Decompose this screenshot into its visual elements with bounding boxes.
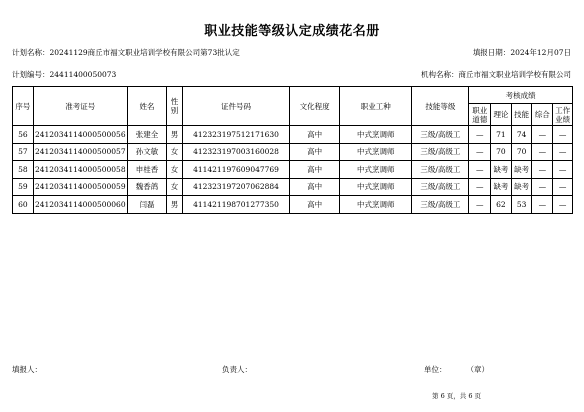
header-work: 工作业绩 [553, 104, 573, 126]
leader-label: 负责人： [222, 365, 252, 374]
cell-overall: — [532, 143, 553, 161]
plan-no-value: 24411400050073 [49, 70, 117, 79]
cell-gender: 男 [167, 126, 183, 144]
cell-seq: 57 [13, 143, 34, 161]
cell-gender: 男 [167, 196, 183, 214]
cell-overall: — [532, 161, 553, 179]
cell-id-no: 411421198701277350 [182, 196, 290, 214]
unit-label: 单位： [424, 365, 447, 374]
header-gender: 性别 [167, 87, 183, 126]
header-scores: 考核成绩 [469, 87, 573, 104]
cell-exam-no: 2412034114000500057 [33, 143, 127, 161]
cell-job: 中式烹调师 [340, 178, 412, 196]
cell-skill: 70 [511, 143, 532, 161]
plan-name-label: 计划名称： [12, 48, 50, 57]
cell-exam-no: 2412034114000500059 [33, 178, 127, 196]
cell-overall: — [532, 178, 553, 196]
table-row [13, 196, 573, 214]
table-row [13, 143, 573, 161]
plan-name-line [12, 47, 240, 58]
table-row [13, 126, 573, 144]
plan-no-label: 计划编号： [12, 70, 50, 79]
header-ethics: 职业道德 [469, 104, 491, 126]
cell-level: 三级/高级工 [412, 178, 469, 196]
cell-name: 张建全 [127, 126, 166, 144]
header-job: 职业工种 [340, 87, 412, 126]
cell-theory: 缺考 [491, 161, 512, 179]
cell-work: — [553, 161, 573, 179]
cell-job: 中式烹调师 [340, 196, 412, 214]
cell-seq: 60 [13, 196, 34, 214]
cell-theory: 70 [491, 143, 512, 161]
cell-ethics: — [469, 178, 491, 196]
cell-job: 中式烹调师 [340, 161, 412, 179]
cell-job: 中式烹调师 [340, 126, 412, 144]
cell-seq: 58 [13, 161, 34, 179]
cell-exam-no: 2412034114000500056 [33, 126, 127, 144]
cell-education: 高中 [290, 126, 340, 144]
cell-theory: 71 [491, 126, 512, 144]
roster-title: 职业技能等级认定成绩花名册 [204, 24, 380, 39]
cell-ethics: — [469, 161, 491, 179]
cell-name: 孙文敏 [127, 143, 166, 161]
cell-job: 中式烹调师 [340, 143, 412, 161]
cell-name: 申桂香 [127, 161, 166, 179]
cell-name: 闫磊 [127, 196, 166, 214]
header-exam-no: 准考证号 [33, 87, 127, 126]
cell-exam-no: 2412034114000500060 [33, 196, 127, 214]
cell-level: 三级/高级工 [412, 143, 469, 161]
cell-theory: 缺考 [491, 178, 512, 196]
cell-ethics: — [469, 196, 491, 214]
org-value: 商丘市福文职业培训学校有限公司 [458, 70, 571, 79]
header-seq: 序号 [13, 87, 34, 126]
table-row [13, 161, 573, 179]
cell-id-no: 412323197512171630 [182, 126, 290, 144]
cell-work: — [553, 126, 573, 144]
cell-skill: 74 [511, 126, 532, 144]
header-level: 技能等级 [412, 87, 469, 126]
cell-id-no: 412323197003160028 [182, 143, 290, 161]
header-theory: 理论 [491, 104, 512, 126]
table-row [13, 178, 573, 196]
cell-gender: 女 [167, 161, 183, 179]
cell-name: 魏香鸽 [127, 178, 166, 196]
cell-skill: 53 [511, 196, 532, 214]
cell-skill: 缺考 [511, 178, 532, 196]
header-skill: 技能 [511, 104, 532, 126]
cell-seq: 59 [13, 178, 34, 196]
cell-education: 高中 [290, 196, 340, 214]
fill-date-value: 2024年12月07日 [510, 48, 571, 57]
cell-skill: 缺考 [511, 161, 532, 179]
cell-id-no: 412323197207062884 [182, 178, 290, 196]
cell-level: 三级/高级工 [412, 161, 469, 179]
stamp-note: （章） [466, 365, 489, 374]
cell-exam-no: 2412034114000500058 [33, 161, 127, 179]
cell-gender: 女 [167, 178, 183, 196]
org-label: 机构名称： [421, 70, 459, 79]
cell-ethics: — [469, 126, 491, 144]
cell-work: — [553, 196, 573, 214]
fill-date-line [473, 47, 571, 58]
cell-theory: 62 [491, 196, 512, 214]
cell-level: 三级/高级工 [412, 126, 469, 144]
header-education: 文化程度 [290, 87, 340, 126]
header-id-no: 证件号码 [182, 87, 290, 126]
page-indicator: 第 6 页，共 6 页 [432, 392, 482, 400]
score-roster-table [12, 86, 573, 214]
cell-level: 三级/高级工 [412, 196, 469, 214]
header-overall: 综合 [532, 104, 553, 126]
filler-label: 填报人： [12, 365, 42, 374]
cell-overall: — [532, 196, 553, 214]
cell-education: 高中 [290, 161, 340, 179]
cell-ethics: — [469, 143, 491, 161]
cell-work: — [553, 143, 573, 161]
cell-id-no: 411421197609047769 [182, 161, 290, 179]
cell-seq: 56 [13, 126, 34, 144]
cell-gender: 女 [167, 143, 183, 161]
header-name: 姓名 [127, 87, 166, 126]
fill-date-label: 填报日期： [472, 48, 511, 57]
cell-education: 高中 [290, 178, 340, 196]
cell-education: 高中 [290, 143, 340, 161]
plan-name-value: 20241129商丘市福文职业培训学校有限公司第73批认定 [49, 48, 240, 57]
plan-no-line [12, 69, 116, 80]
cell-overall: — [532, 126, 553, 144]
cell-work: — [553, 178, 573, 196]
org-line [421, 69, 571, 80]
unit-line [424, 364, 489, 375]
